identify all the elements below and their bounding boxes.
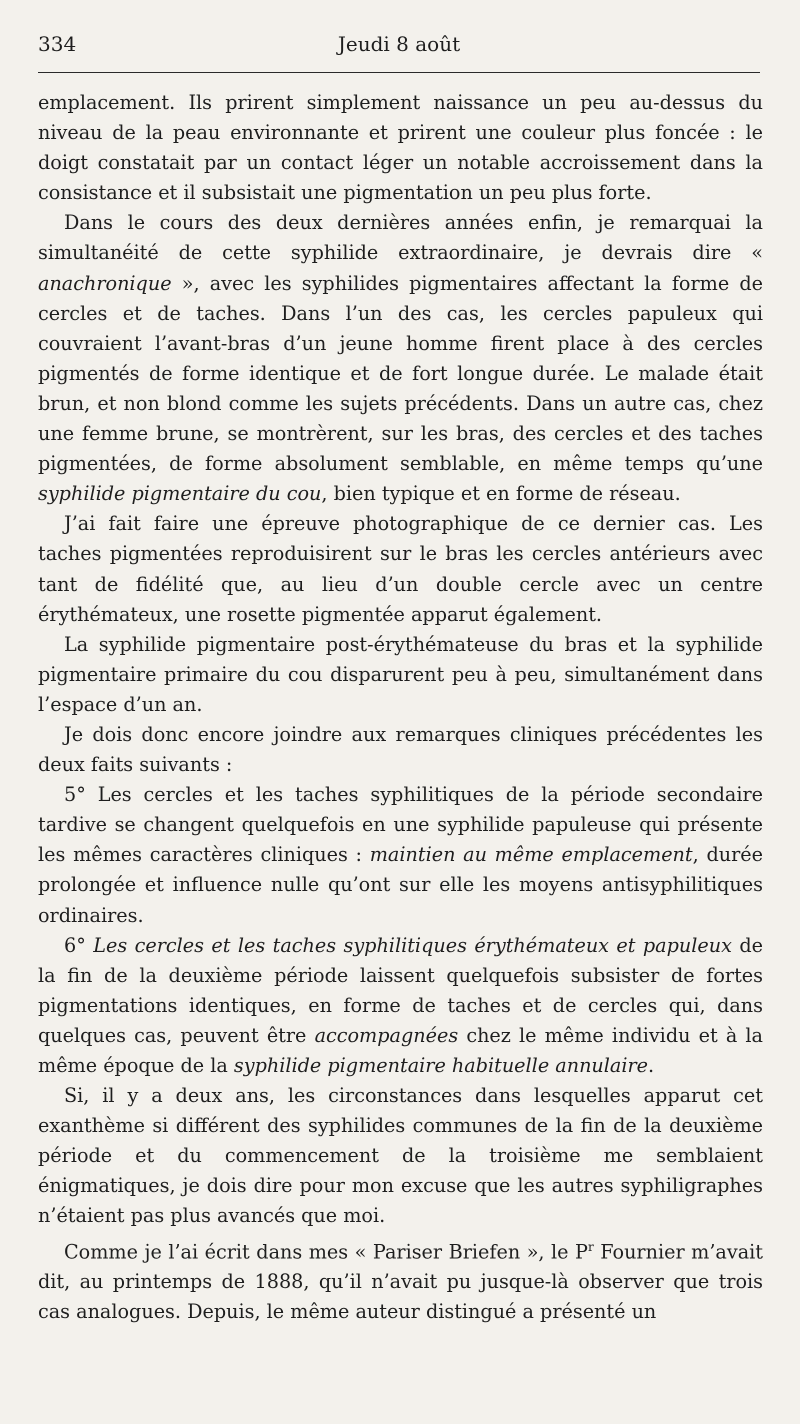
italic-accompagnees: accompagnées [314, 1023, 459, 1047]
page-number: 334 [38, 32, 77, 56]
italic-syphilide-cou: syphilide pigmentaire du cou [38, 482, 322, 506]
paragraph-8: Si, il y a deux ans, les circonstances dans lesquelles apparut cet exanthème si différent des syphilides communes de la fin de la deuxième période et du commencement de la troisième me semblaient énigmatiques, je dois dire pour mon excuse que les autres syphiligraphes n’étaient pas plus avancés que moi. [38, 1084, 763, 1228]
header-rule [38, 72, 760, 73]
body-text [38, 88, 763, 1327]
paragraph-7-point-6: 6° Les cercles et les taches syphilitiques érythémateux et papuleux de la fin de la deuxième période laissent quelquefois subsister de fortes pigmentations identiques, en forme de taches et de cercles qui, dans quelques cas, peuvent être accompagnées chez le même individu et à la même époque de la syphilide pigmentaire habituelle annulaire. [38, 933, 763, 1077]
superscript-r: r [587, 1239, 594, 1254]
paragraph-3: J’ai fait faire une épreuve photographique de ce dernier cas. Les taches pigmentées reproduisirent sur le bras les cercles antérieurs avec tant de fidélité que, au lieu d’un double cercle avec un centre érythémateux, une rosette pigmentée apparut également. [38, 512, 763, 626]
page-header [38, 30, 760, 64]
running-head: Jeudi 8 août [337, 32, 461, 56]
italic-anachronique: anachronique [38, 271, 172, 295]
paragraph-4: La syphilide pigmentaire post-érythémateuse du bras et la syphilide pigmentaire primaire du cou disparurent peu à peu, simultanément dans l’espace d’un an. [38, 632, 763, 716]
italic-maintien: maintien au même emplacement [369, 843, 693, 867]
italic-cercles-taches: Les cercles et les taches syphilitiques érythémateux et papuleux [93, 933, 732, 957]
paragraph-5: Je dois donc encore joindre aux remarques cliniques précédentes les deux faits suivants : [38, 722, 763, 777]
paragraph-2: Dans le cours des deux dernières années enfin, je remarquai la simultanéité de cette syphilide extraordinaire, je devrais dire « anachronique », avec les syphilides pigmentaires affectant la forme de cercles et de taches. Dans l’un des cas, les cercles papuleux qui couvraient l’avant-bras d’un jeune homme firent place à des cercles pigmentés de forme identique et de fort longue durée. Le malade était brun, et non blond comme les sujets précédents. Dans un autre cas, chez une femme brune, se montrèrent, sur les bras, des cercles et des taches pigmentées, de forme absolument semblable, en même temps qu’une syphilide pigmentaire du cou, bien typique et en forme de réseau. [38, 211, 763, 506]
paragraph-9: Comme je l’ai écrit dans mes « Pariser Briefen », le $P^r$ Fournier m’avait dit, au printemps de 1888, qu’il n’avait pu jusque-là observer que trois cas analogues. Depuis, le même auteur distingué a présenté un [38, 1239, 763, 1324]
paragraph-1: emplacement. Ils prirent simplement naissance un peu au-dessus du niveau de la peau environnante et prirent une couleur plus foncée : le doigt constatait par un contact léger un notable accroissement dans la consistance et il subsistait une pigmentation un peu plus forte. [38, 91, 763, 205]
paragraph-6-point-5: 5° Les cercles et les taches syphilitiques de la période secondaire tardive se changent quelquefois en une syphilide papuleuse qui présente les mêmes caractères cliniques : maintien au même emplacement, durée prolongée et influence nulle qu’ont sur elle les moyens antisyphilitiques ordinaires. [38, 783, 763, 927]
italic-syphilide-habituelle: syphilide pigmentaire habituelle annulaire [233, 1054, 649, 1077]
